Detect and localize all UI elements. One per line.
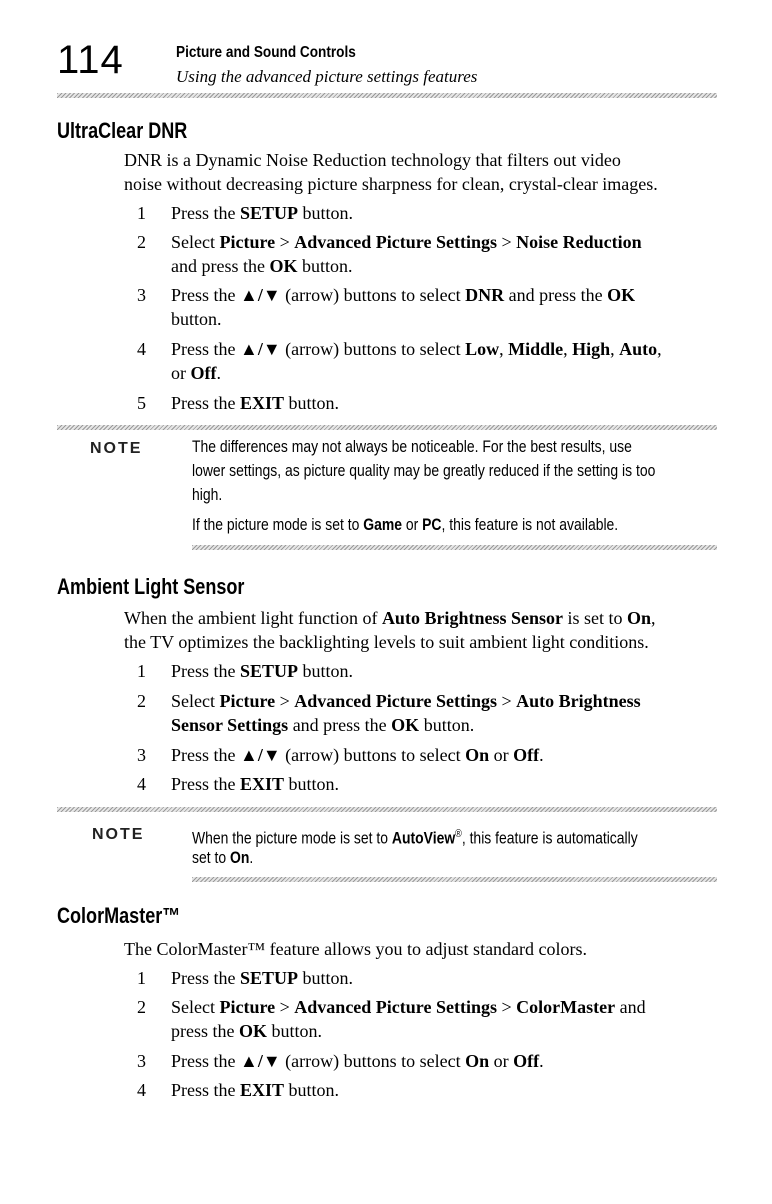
note-bottom-rule [192, 877, 717, 882]
list-item: 2 Select Picture > Advanced Picture Settings > Auto Brightness Sensor Settings and press the OK button. [137, 691, 641, 735]
list-item: 2 Select Picture > Advanced Picture Settings > Noise Reduction and press the OK button. [137, 232, 642, 276]
list-item: 1 Press the SETUP button. [137, 661, 354, 681]
note-text: lower settings, as picture quality may be greatly reduced if the setting is too [192, 461, 656, 480]
paragraph: DNR is a Dynamic Noise Reduction technology that filters out video [124, 150, 621, 170]
page-number: 114 [57, 38, 124, 82]
paragraph: noise without decreasing picture sharpness for clean, crystal-clear images. [124, 174, 658, 194]
chapter-title: Picture and Sound Controls [176, 44, 356, 61]
note-text: set to On. [192, 848, 254, 867]
note-text: When the picture mode is set to AutoView®, this feature is automatically [192, 828, 638, 848]
list-item: 2 Select Picture > Advanced Picture Settings > ColorMaster and press the OK button. [137, 997, 646, 1041]
list-item: 1 Press the SETUP button. [137, 968, 354, 988]
note-label: NOTE [90, 440, 143, 457]
note-top-rule [57, 425, 717, 430]
list-item: 5 Press the EXIT button. [137, 393, 340, 413]
note-top-rule [57, 807, 717, 812]
heading-ultraclear-dnr: UltraClear DNR [57, 118, 188, 143]
note-bottom-rule [192, 545, 717, 550]
header-rule [57, 93, 717, 98]
note-label: NOTE [92, 826, 145, 843]
heading-colormaster: ColorMaster™ [57, 903, 181, 928]
list-item: 3 Press the ▲/▼ (arrow) buttons to select On or Off. [137, 745, 544, 765]
paragraph: The ColorMaster™ feature allows you to adjust standard colors. [124, 939, 588, 959]
note-text: The differences may not always be noticeable. For the best results, use [192, 437, 632, 456]
section-subtitle: Using the advanced picture settings features [176, 67, 478, 86]
note-text: If the picture mode is set to Game or PC, this feature is not available. [192, 515, 619, 534]
list-item: 4 Press the EXIT button. [137, 774, 340, 794]
list-item: 3 Press the ▲/▼ (arrow) buttons to select DNR and press the OK button. [137, 285, 636, 329]
list-item: 4 Press the ▲/▼ (arrow) buttons to select Low, Middle, High, Auto, or Off. [137, 339, 662, 383]
list-item: 3 Press the ▲/▼ (arrow) buttons to select On or Off. [137, 1051, 544, 1071]
list-item: 1 Press the SETUP button. [137, 203, 354, 223]
paragraph: the TV optimizes the backlighting levels to suit ambient light conditions. [124, 632, 649, 652]
list-item: 4 Press the EXIT button. [137, 1080, 340, 1100]
note-text: high. [192, 485, 223, 504]
heading-ambient-light-sensor: Ambient Light Sensor [57, 574, 245, 599]
paragraph: When the ambient light function of Auto Brightness Sensor is set to On, [124, 608, 656, 628]
